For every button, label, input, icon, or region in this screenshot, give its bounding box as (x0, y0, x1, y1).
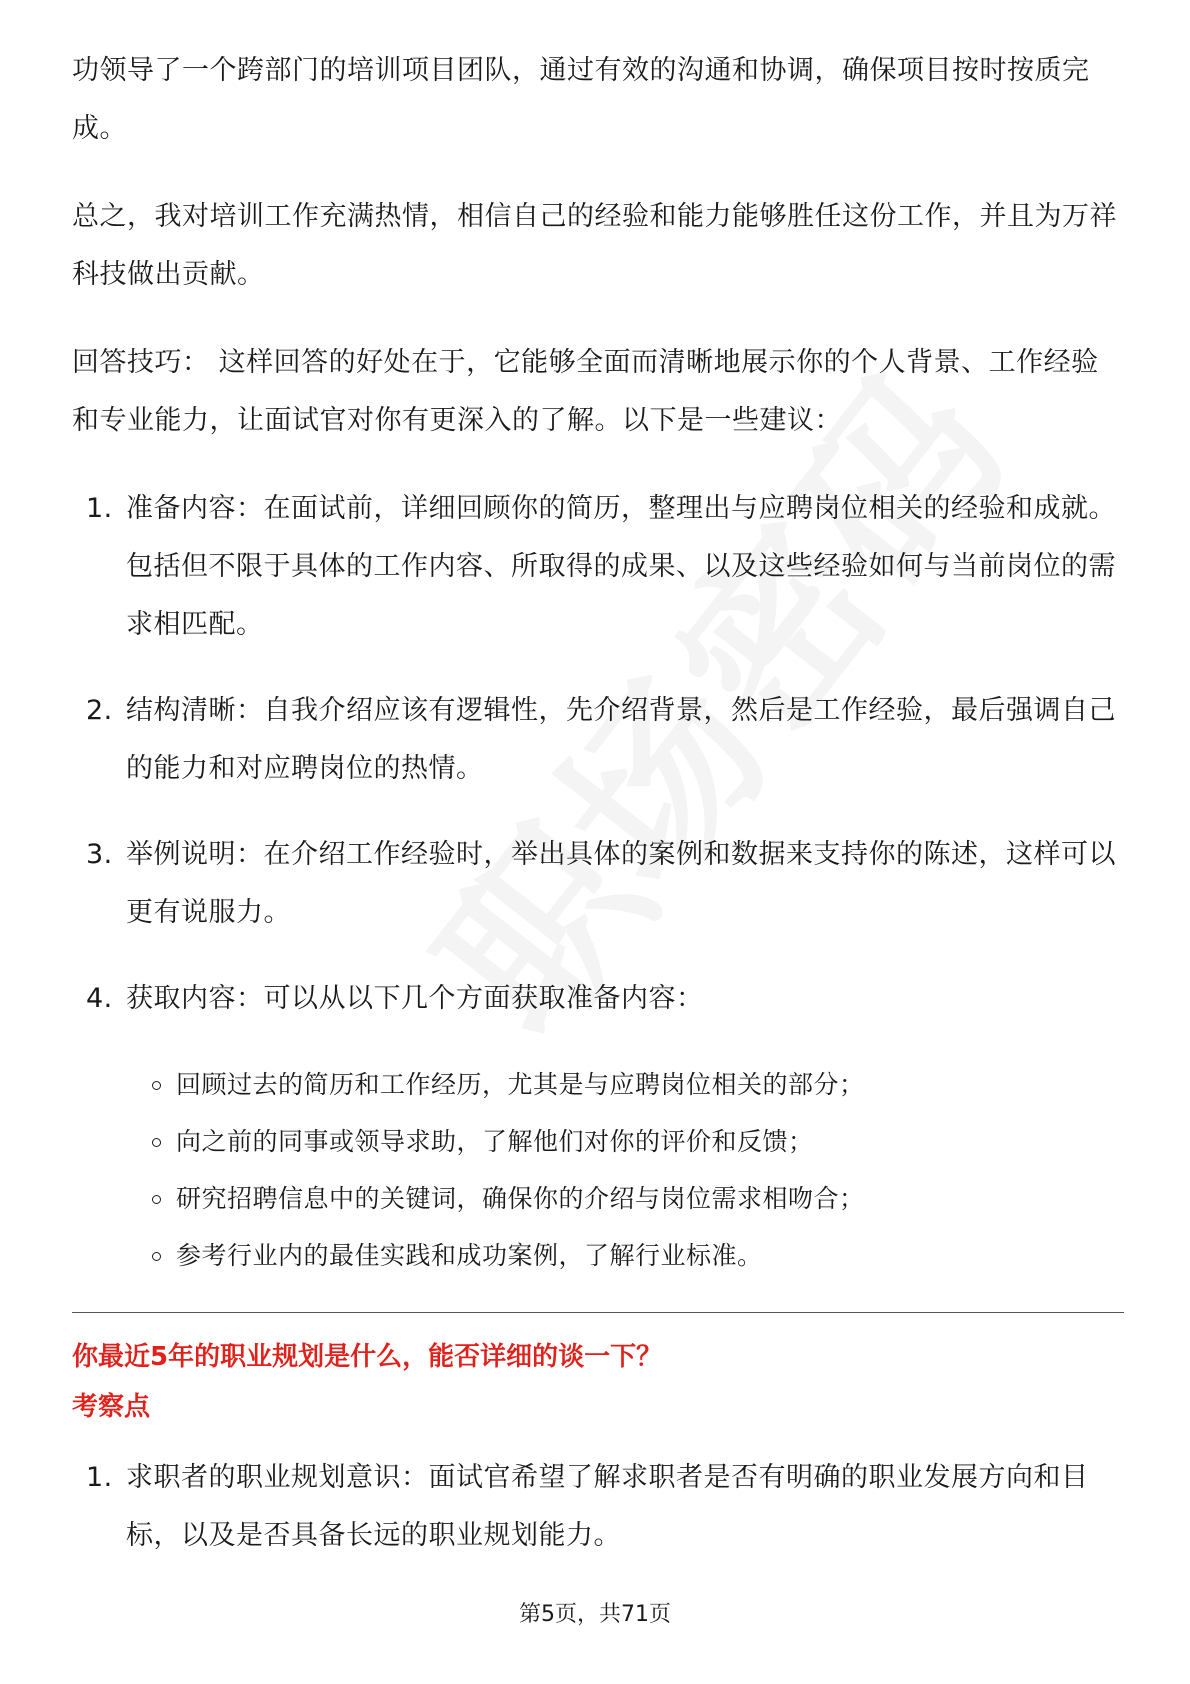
list-item (72, 826, 1122, 942)
bullet-item (72, 1113, 1122, 1170)
question-heading: 你最近5年的职业规划是什么，能否详细的谈一下？ (72, 1342, 663, 1372)
list-item-text: 获取内容：可以从以下几个方面获取准备内容： (126, 983, 704, 1014)
bullet-item (72, 1170, 1122, 1227)
sources-list (72, 1056, 1122, 1284)
tips-list (72, 480, 1122, 1028)
list-item (72, 682, 1122, 798)
page-footer: 第5页，共71页 (519, 1602, 671, 1627)
list-number: 2. (86, 695, 113, 726)
bullet-text: 研究招聘信息中的关键词，确保你的介绍与岗位需求相吻合； (176, 1184, 865, 1213)
bullet-circle-icon (152, 1195, 161, 1204)
bullet-circle-icon (152, 1081, 161, 1090)
section-subheading: 考察点 (72, 1392, 151, 1422)
bullet-text: 向之前的同事或领导求助，了解他们对你的评价和反馈； (176, 1127, 814, 1156)
list-item (72, 970, 1122, 1028)
bullet-item (72, 1227, 1122, 1284)
bullet-circle-icon (152, 1252, 161, 1261)
list-item-text: 求职者的职业规划意识：面试官希望了解求职者是否有明确的职业发展方向和目标，以及是否具备长远的职业规划能力。 (126, 1462, 1089, 1551)
list-number: 4. (86, 983, 113, 1014)
paragraph-conclusion: 总之，我对培训工作充满热情，相信自己的经验和能力能够胜任这份工作，并且为万祥科技做出贡献。 (72, 201, 1117, 290)
list-item-text: 举例说明：在介绍工作经验时，举出具体的案例和数据来支持你的陈述，这样可以更有说服力。 (126, 839, 1116, 928)
check-points-list (72, 1449, 1122, 1565)
list-number: 1. (86, 493, 113, 524)
paragraph-answer-tips: 回答技巧： 这样回答的好处在于，它能够全面而清晰地展示你的个人背景、工作经验和专业能力，让面试官对你有更深入的了解。以下是一些建议： (72, 347, 1099, 436)
bullet-item (72, 1056, 1122, 1113)
section-divider (72, 1312, 1124, 1313)
page-content (72, 42, 1122, 1565)
bullet-circle-icon (152, 1138, 161, 1147)
list-item (72, 1449, 1122, 1565)
list-item-text: 准备内容：在面试前，详细回顾你的简历，整理出与应聘岗位相关的经验和成就。包括但不限于具体的工作内容、所取得的成果、以及这些经验如何与当前岗位的需求相匹配。 (126, 493, 1116, 640)
bullet-text: 参考行业内的最佳实践和成功案例，了解行业标准。 (176, 1241, 763, 1270)
list-number: 3. (86, 839, 113, 870)
list-item (72, 480, 1122, 654)
list-item-text: 结构清晰：自我介绍应该有逻辑性，先介绍背景，然后是工作经验，最后强调自己的能力和对应聘岗位的热情。 (126, 695, 1116, 784)
list-number: 1. (86, 1462, 113, 1493)
bullet-text: 回顾过去的简历和工作经历，尤其是与应聘岗位相关的部分； (176, 1070, 865, 1099)
paragraph-continued: 功领导了一个跨部门的培训项目团队，通过有效的沟通和协调，确保项目按时按质完成。 (72, 55, 1090, 144)
